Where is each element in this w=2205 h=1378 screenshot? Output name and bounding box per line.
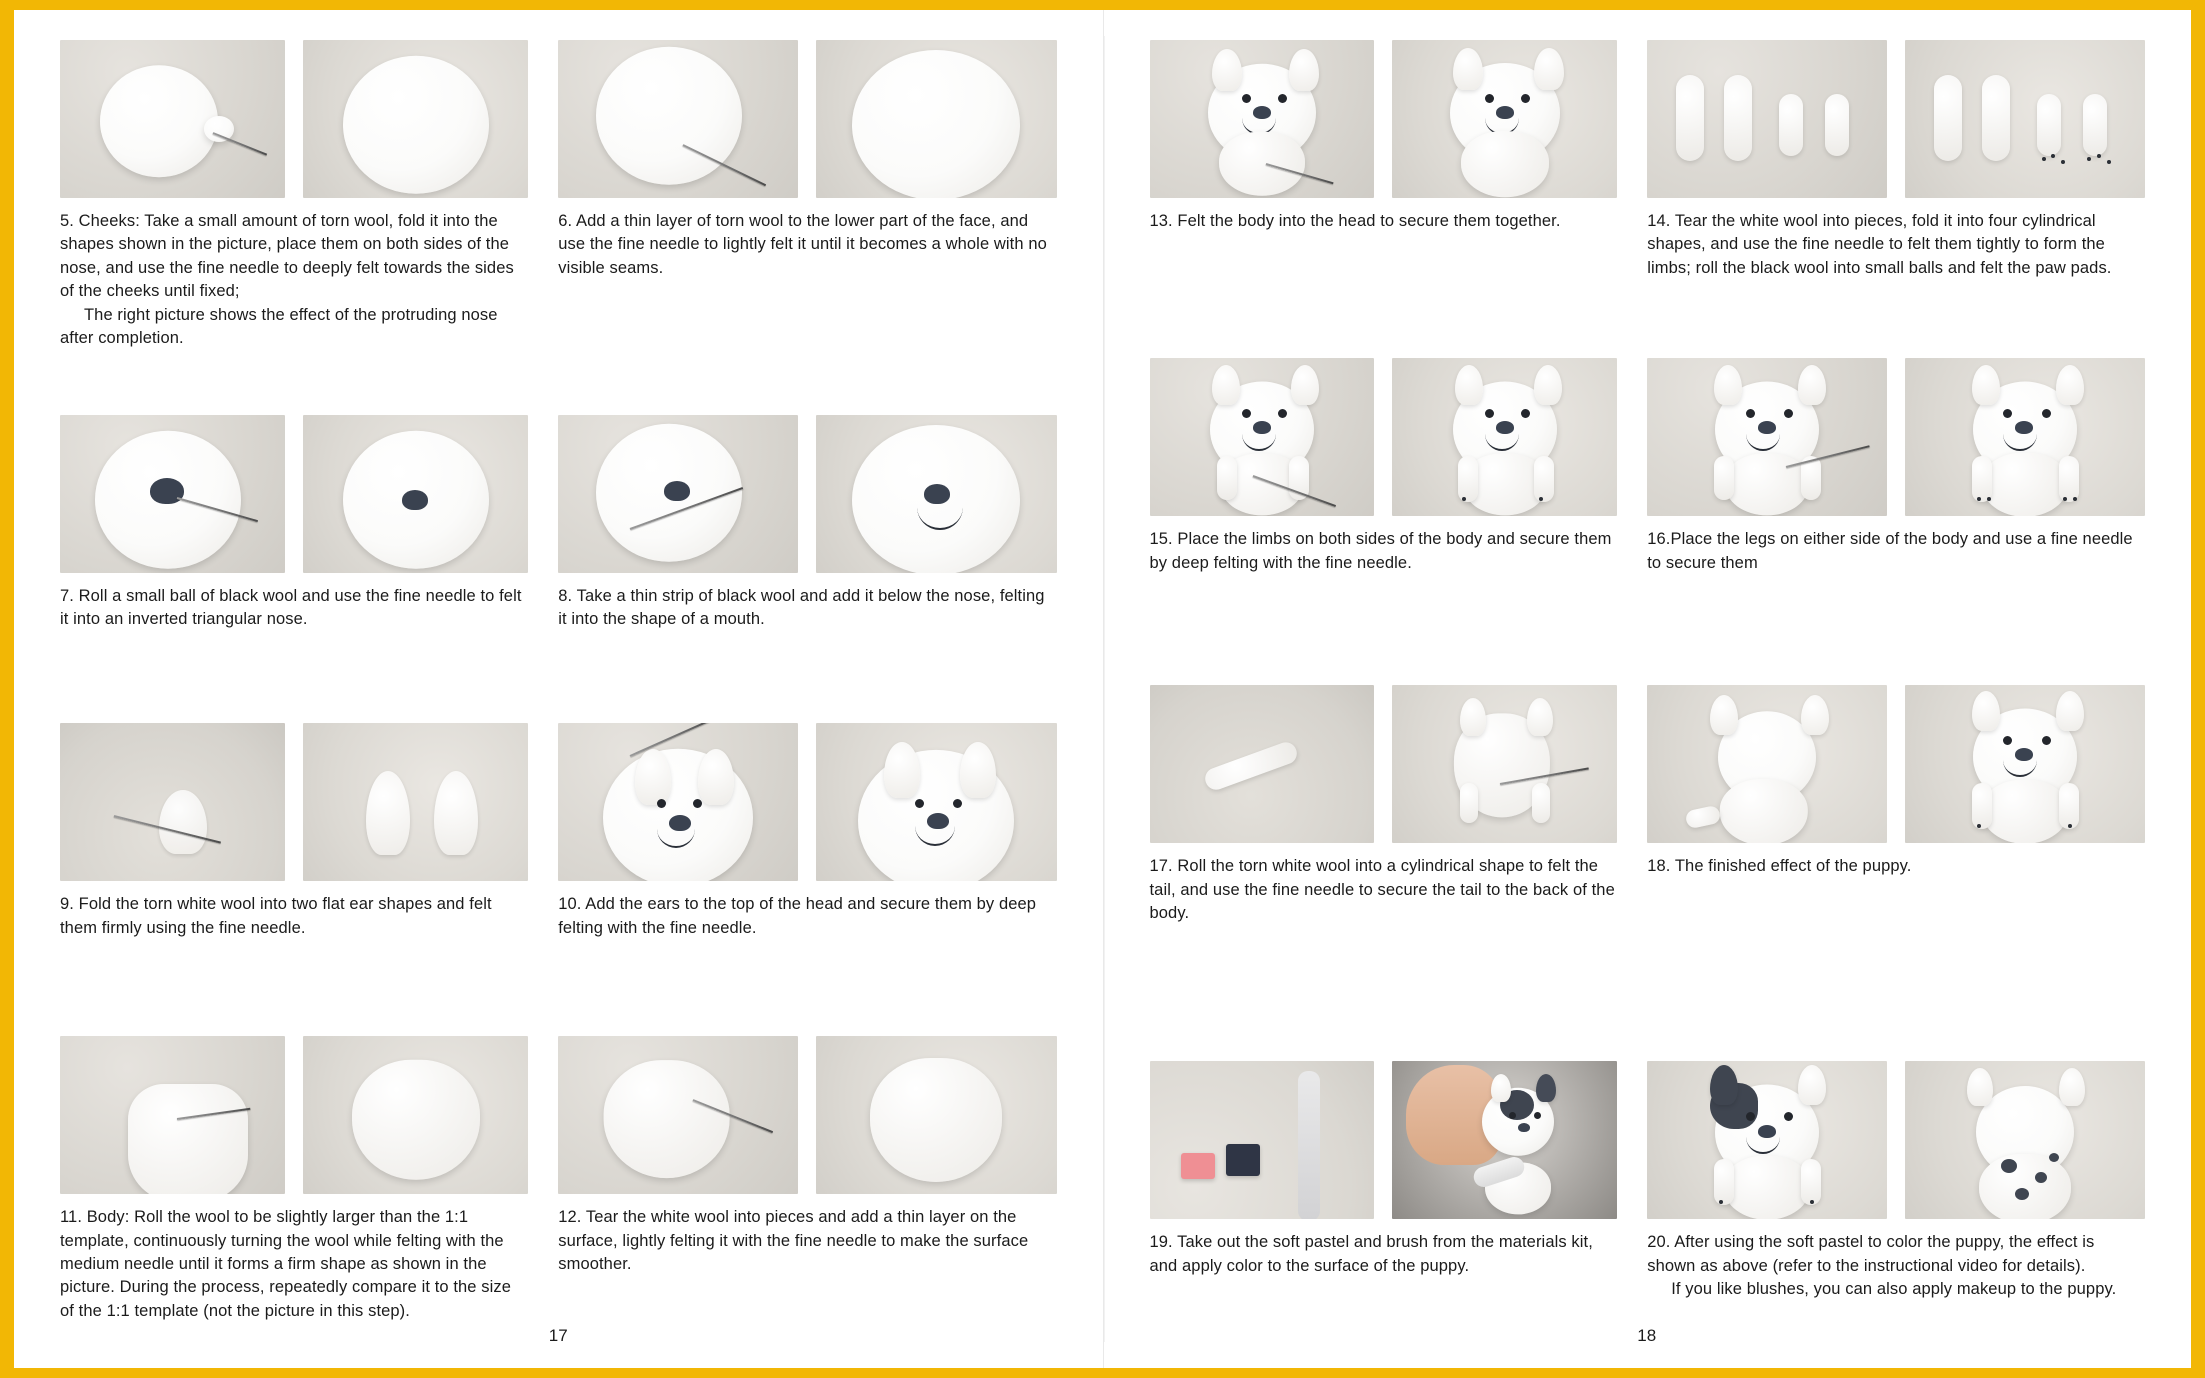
photo-firm-felted-body-shape bbox=[303, 1036, 528, 1194]
photo-puppy-with-all-four-limbs bbox=[1905, 358, 2145, 516]
photo-limbs-with-black-paw-pads bbox=[1905, 40, 2145, 198]
photo-colored-puppy-front bbox=[1647, 1061, 1887, 1219]
photo-black-strip-below-nose-with-needle bbox=[558, 415, 798, 573]
right-page bbox=[1103, 10, 2192, 1368]
photo-head-and-body-joined-with-needle bbox=[1150, 40, 1375, 198]
step-18-images bbox=[1647, 685, 2145, 843]
step-17-images bbox=[1150, 685, 1618, 843]
step-9-caption: 9. Fold the torn white wool into two flat ear shapes and felt them firmly using the fine needle. bbox=[60, 895, 492, 937]
step-13-images bbox=[1150, 40, 1618, 198]
photo-smooth-white-wool-head bbox=[816, 40, 1056, 198]
step-10-caption: 10. Add the ears to the top of the head and secure them by deep felting with the fine needle. bbox=[558, 895, 1037, 937]
step-9-images bbox=[60, 723, 528, 881]
step-20 bbox=[1647, 1061, 2145, 1301]
photo-wool-ball-with-cheek-needle bbox=[60, 40, 285, 198]
step-16 bbox=[1647, 358, 2145, 575]
step-7 bbox=[60, 415, 558, 632]
step-5 bbox=[60, 40, 558, 351]
photo-head-with-needle-attaching-ear bbox=[558, 723, 798, 881]
step-6 bbox=[558, 40, 1056, 351]
step-15-caption: 15. Place the limbs on both sides of the body and secure them by deep felting with the fine needle. bbox=[1149, 530, 1612, 572]
photo-attaching-leg-with-needle bbox=[1647, 358, 1887, 516]
photo-hand-brushing-color-onto-puppy bbox=[1392, 1061, 1617, 1219]
page-number-right: 18 bbox=[1637, 1326, 1657, 1345]
left-page bbox=[14, 10, 1103, 1368]
photo-wool-head-needle-lower-face bbox=[558, 40, 798, 198]
step-10-images bbox=[558, 723, 1056, 881]
photo-rolled-cylindrical-tail bbox=[1150, 685, 1375, 843]
step-19 bbox=[1150, 1061, 1648, 1301]
step-5-caption-extra: The right picture shows the effect of the protruding nose after completion. bbox=[60, 305, 498, 348]
step-5-images bbox=[60, 40, 528, 198]
photo-adding-thin-wool-layer-with-needle bbox=[558, 1036, 798, 1194]
book-spread bbox=[14, 10, 2191, 1368]
step-19-images bbox=[1150, 1061, 1618, 1219]
step-row bbox=[1150, 1061, 2146, 1301]
step-20-caption-extra: If you like blushes, you can also apply makeup to the puppy. bbox=[1671, 1280, 2117, 1299]
step-8-caption: 8. Take a thin strip of black wool and add it below the nose, felting it into the shape of a mouth. bbox=[558, 586, 1045, 628]
step-row bbox=[60, 415, 1057, 632]
step-8-images bbox=[558, 415, 1056, 573]
photo-smoothed-body-surface bbox=[816, 1036, 1056, 1194]
step-18-caption: 18. The finished effect of the puppy. bbox=[1647, 857, 1912, 876]
step-row bbox=[1150, 40, 2146, 280]
photo-four-cylindrical-limbs bbox=[1647, 40, 1887, 198]
step-14 bbox=[1647, 40, 2145, 280]
photo-attaching-tail-to-back-with-needle bbox=[1392, 685, 1617, 843]
step-19-caption: 19. Take out the soft pastel and brush from the materials kit, and apply color to the surface of the puppy. bbox=[1149, 1233, 1593, 1275]
step-18 bbox=[1647, 685, 2145, 925]
step-15 bbox=[1150, 358, 1648, 575]
photo-rolling-wool-body-with-needle bbox=[60, 1036, 285, 1194]
step-20-caption: 20. After using the soft pastel to color the puppy, the effect is shown as above (refer to the instructional video for details). bbox=[1647, 1233, 2095, 1275]
step-7-caption: 7. Roll a small ball of black wool and use the fine needle to felt it into an inverted triangular nose. bbox=[60, 586, 522, 628]
step-16-images bbox=[1647, 358, 2145, 516]
photo-head-and-body-secured bbox=[1392, 40, 1617, 198]
step-20-images bbox=[1647, 1061, 2145, 1219]
step-row bbox=[60, 40, 1057, 351]
step-5-caption: 5. Cheeks: Take a small amount of torn wool, fold it into the shapes shown in the picture, place them on both sides of the nose, and use the fine needle to deeply felt towards the sides of the cheeks until fixed; bbox=[60, 212, 514, 301]
photo-felted-triangular-nose bbox=[303, 415, 528, 573]
step-14-caption: 14. Tear the white wool into pieces, fold it into four cylindrical shapes, and use the fine needle to felt them tightly to form the limbs; roll the black wool into small balls and felt the paw pads. bbox=[1647, 212, 2112, 277]
photo-soft-pastel-sticks-and-brush bbox=[1150, 1061, 1375, 1219]
step-12-caption: 12. Tear the white wool into pieces and add a thin layer on the surface, lightly felting it with the fine needle to make the surface smoother. bbox=[558, 1208, 1029, 1274]
step-7-images bbox=[60, 415, 528, 573]
step-9 bbox=[60, 723, 558, 940]
step-12 bbox=[558, 1036, 1056, 1323]
photo-felted-nose-and-mouth bbox=[816, 415, 1056, 573]
step-13 bbox=[1150, 40, 1648, 280]
photo-colored-puppy-back-with-spots bbox=[1905, 1061, 2145, 1219]
step-14-images bbox=[1647, 40, 2145, 198]
step-6-images bbox=[558, 40, 1056, 198]
page-number-left: 17 bbox=[548, 1326, 568, 1345]
photo-attaching-front-limb-with-needle bbox=[1150, 358, 1375, 516]
photo-black-wool-ball-on-head-with-needle bbox=[60, 415, 285, 573]
step-row bbox=[1150, 685, 2146, 925]
step-12-images bbox=[558, 1036, 1056, 1194]
step-10 bbox=[558, 723, 1056, 940]
photo-puppy-back-view bbox=[1647, 685, 1887, 843]
photo-puppy-with-front-limbs bbox=[1392, 358, 1617, 516]
step-16-caption: 16.Place the legs on either side of the body and use a fine needle to secure them bbox=[1647, 530, 2133, 572]
step-15-images bbox=[1150, 358, 1618, 516]
step-13-caption: 13. Felt the body into the head to secure them together. bbox=[1149, 212, 1561, 230]
photo-two-finished-flat-ears bbox=[303, 723, 528, 881]
step-row bbox=[60, 1036, 1057, 1323]
step-11-caption: 11. Body: Roll the wool to be slightly larger than the 1:1 template, continuously turning the wool while felting with the medium needle until it forms a firm shape as shown in the picture. During the process, repeatedly compare it to the size of the 1:1 template (not the picture in this step). bbox=[60, 1208, 512, 1320]
step-6-caption: 6. Add a thin layer of torn wool to the lower part of the face, and use the fine needle to lightly felt it until it becomes a whole with no visible seams. bbox=[558, 212, 1047, 277]
step-17-caption: 17. Roll the torn white wool into a cylindrical shape to felt the tail, and use the fine needle to secure the tail to the back of the body. bbox=[1149, 857, 1615, 922]
step-17 bbox=[1150, 685, 1648, 925]
step-8 bbox=[558, 415, 1056, 632]
photo-wool-ball-protruding-nose bbox=[303, 40, 528, 198]
step-11 bbox=[60, 1036, 558, 1323]
photo-puppy-front-finished bbox=[1905, 685, 2145, 843]
step-11-images bbox=[60, 1036, 528, 1194]
step-row bbox=[1150, 358, 2146, 575]
page-numbers bbox=[14, 1326, 2191, 1346]
step-row bbox=[60, 723, 1057, 940]
photo-loose-wool-ear-with-needle bbox=[60, 723, 285, 881]
photo-head-with-both-ears-attached bbox=[816, 723, 1056, 881]
